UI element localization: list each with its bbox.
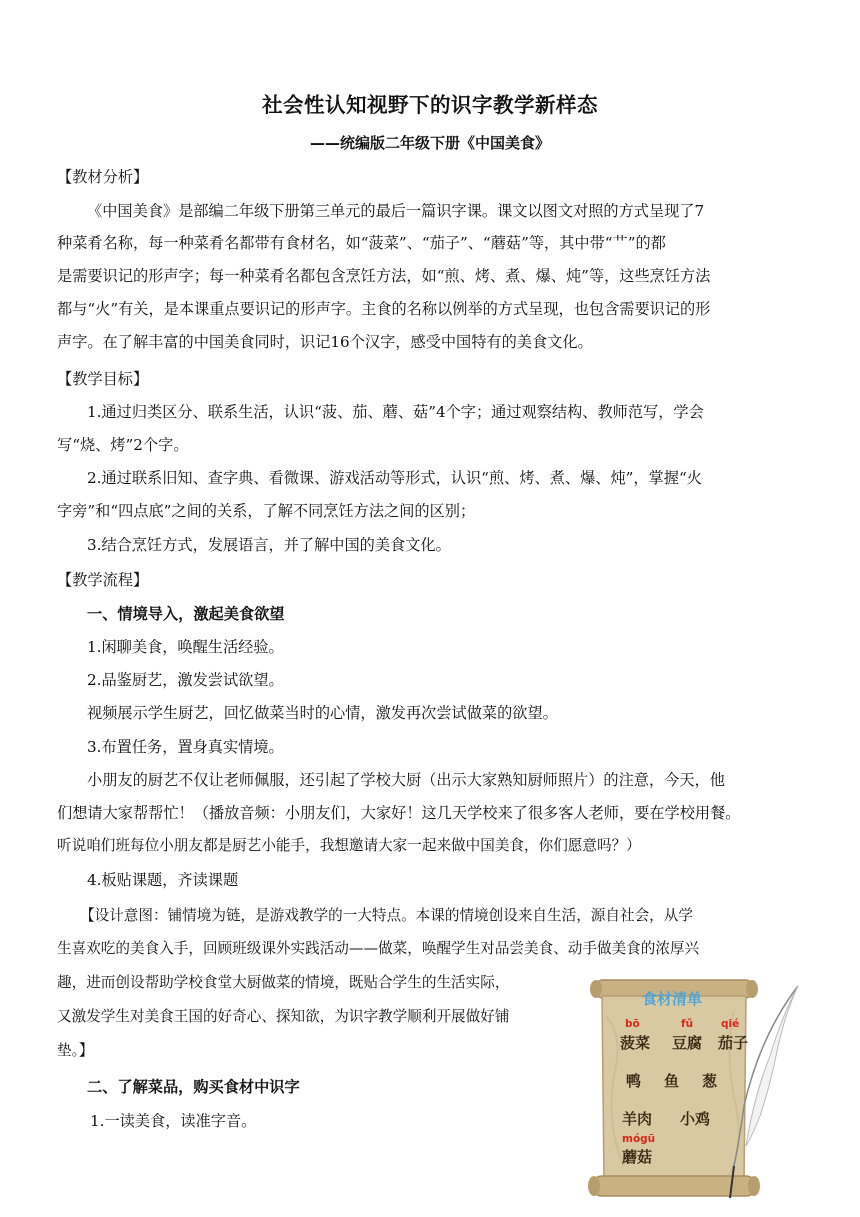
design-intent-line: 趣，进而创设帮助学校食堂大厨做菜的情境，既贴合学生的生活实际， [57, 974, 510, 991]
part1-line: 们想请大家帮帮忙！（播放音频：小朋友们，大家好！这几天学校来了很多客人老师，要在学校用餐。 [57, 804, 741, 822]
ingredient-item: 羊肉 [622, 1110, 653, 1128]
ingredient-item: 鱼 [664, 1072, 680, 1090]
goals-line: 写“烧、烤”2个字。 [57, 436, 189, 454]
analysis-line: 声字。在了解丰富的中国美食同时，识记16个汉字，感受中国特有的美食文化。 [57, 333, 593, 351]
design-intent-line: 又激发学生对美食王国的好奇心、探知欲，为识字教学顺利开展做好铺 [57, 1008, 510, 1025]
ingredient-list-scroll [584, 976, 804, 1204]
ingredient-item: 鸭 [626, 1072, 642, 1090]
ingredient-item: 菠菜 [620, 1034, 651, 1052]
goals-line: 3.结合烹饪方式，发展语言，并了解中国的美食文化。 [87, 536, 451, 554]
pinyin-bo: bō [625, 1018, 640, 1030]
document-subtitle: ——统编版二年级下册《中国美食》 [309, 134, 550, 152]
pinyin-fu: fǔ [681, 1018, 694, 1030]
goals-line: 2.通过联系旧知、查字典、看微课、游戏活动等形式，认识“煎、烤、煮、爆、炖”，掌握“火 [87, 469, 702, 487]
analysis-line: 种菜肴名称，每一种菜肴名都带有食材名，如“菠菜”、“茄子”、“蘑菇”等，其中带“艹”的都 [57, 234, 666, 252]
part1-line: 1.闲聊美食，唤醒生活经验。 [87, 638, 284, 656]
part1-line: 听说咱们班每位小朋友都是厨艺小能手，我想邀请大家一起来做中国美食，你们愿意吗？） [57, 837, 641, 854]
goals-line: 字旁”和“四点底”之间的关系，了解不同烹饪方法之间的区别； [57, 502, 476, 520]
ingredient-item: 小鸡 [680, 1110, 711, 1128]
part1-line: 小朋友的厨艺不仅让老师佩服，还引起了学校大厨（出示大家熟知厨师照片）的注意，今天，他 [87, 771, 725, 789]
goals-heading: 【教学目标】 [57, 370, 149, 388]
part1-line: 3.布置任务，置身真实情境。 [87, 738, 284, 756]
scroll-illustration [584, 976, 804, 1204]
ingredient-item: 豆腐 [672, 1034, 703, 1052]
scroll-title: 食材清单 [642, 990, 703, 1008]
part1-line: 4.板贴课题，齐读课题 [87, 871, 239, 889]
design-intent-line: 垫。】 [57, 1042, 94, 1059]
pinyin-mogu: mógū [622, 1133, 656, 1145]
document-title: 社会性认知视野下的识字教学新样态 [262, 93, 598, 117]
analysis-line: 《中国美食》是部编二年级下册第三单元的最后一篇识字课。课文以图文对照的方式呈现了7 [87, 202, 705, 220]
ingredient-item: 葱 [702, 1072, 718, 1090]
ingredient-item: 蘑菇 [622, 1148, 653, 1166]
analysis-heading: 【教材分析】 [57, 168, 149, 186]
part2-heading: 二、了解菜品，购买食材中识字 [87, 1078, 300, 1096]
design-intent-line: 【设计意图：铺情境为链，是游戏教学的一大特点。本课的情境创设来自生活，源自社会，从学 [80, 907, 693, 924]
analysis-line: 都与“火”有关，是本课重点要识记的形声字。主食的名称以例举的方式呈现，也包含需要识记的形 [57, 300, 711, 318]
goals-line: 1.通过归类区分、联系生活，认识“菠、茄、蘑、菇”4个字；通过观察结构、教师范写，学会 [87, 403, 704, 421]
part1-line: 2.品鉴厨艺，激发尝试欲望。 [87, 671, 284, 689]
part1-heading: 一、情境导入，激起美食欲望 [87, 605, 285, 623]
part1-line: 视频展示学生厨艺，回忆做菜当时的心情，激发再次尝试做菜的欲望。 [87, 704, 558, 722]
ingredient-item: 茄子 [718, 1034, 749, 1052]
pinyin-qie: qié [721, 1018, 740, 1030]
design-intent-line: 生喜欢吃的美食入手，回顾班级课外实践活动——做菜，唤醒学生对品尝美食、动手做美食的浓厚兴 [57, 940, 700, 957]
analysis-line: 是需要识记的形声字；每一种菜肴名都包含烹饪方法，如“煎、烤、煮、爆、炖”等，这些烹饪方法 [57, 267, 711, 285]
process-heading: 【教学流程】 [57, 571, 149, 589]
part2-line: 1.一读美食，读准字音。 [90, 1112, 257, 1130]
